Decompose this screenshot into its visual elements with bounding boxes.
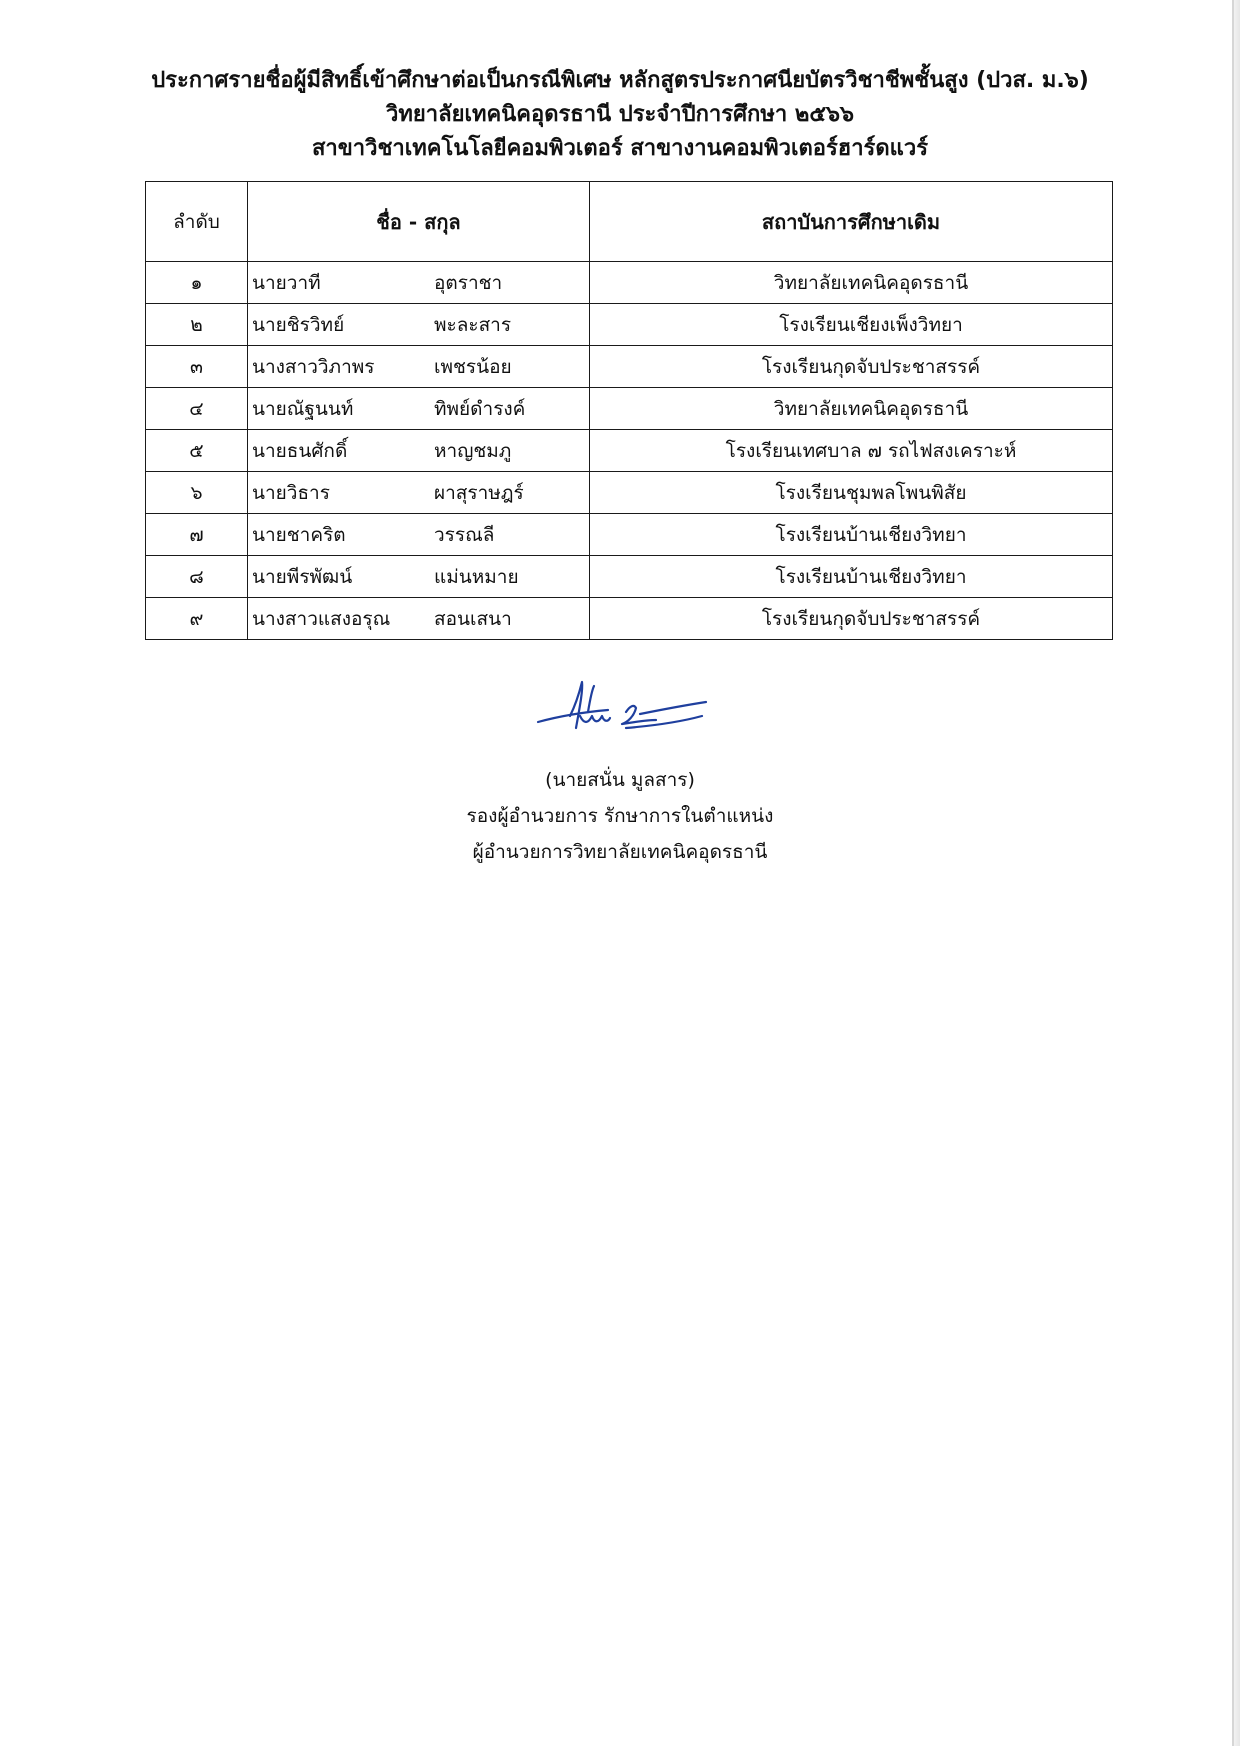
row-number: ๕ bbox=[146, 430, 248, 472]
row-number: ๖ bbox=[146, 472, 248, 514]
table-row bbox=[146, 556, 1113, 598]
row-number: ๔ bbox=[146, 388, 248, 430]
last-name: เพชรน้อย bbox=[434, 346, 590, 388]
first-name: นายณัฐนนท์ bbox=[248, 388, 435, 430]
last-name: ผาสุราษฎร์ bbox=[434, 472, 590, 514]
signatory-position-2: ผู้อำนวยการวิทยาลัยเทคนิคอุดรธานี bbox=[472, 841, 768, 863]
school-name: โรงเรียนชุมพลโพนพิสัย bbox=[590, 472, 1113, 514]
table-row bbox=[146, 430, 1113, 472]
scan-edge-line bbox=[1232, 0, 1234, 1746]
last-name: สอนเสนา bbox=[434, 598, 590, 640]
table-row bbox=[146, 346, 1113, 388]
header-school: สถาบันการศึกษาเดิม bbox=[590, 182, 1113, 262]
last-name: อุตราชา bbox=[434, 262, 590, 304]
first-name: นายพีรพัฒน์ bbox=[248, 556, 435, 598]
signatory-position-1: รองผู้อำนวยการ รักษาการในตำแหน่ง bbox=[466, 805, 774, 827]
school-name: โรงเรียนบ้านเชียงวิทยา bbox=[590, 514, 1113, 556]
announcement-title bbox=[0, 64, 1240, 166]
title-line-1: ประกาศรายชื่อผู้มีสิทธิ์เข้าศึกษาต่อเป็นกรณีพิเศษ หลักสูตรประกาศนียบัตรวิชาชีพชั้นสูง (ปวส. ม.๖) bbox=[151, 68, 1089, 93]
applicant-table bbox=[145, 181, 1113, 640]
first-name: นายชาคริต bbox=[248, 514, 435, 556]
table-header-row bbox=[146, 182, 1113, 262]
table-row bbox=[146, 514, 1113, 556]
last-name: แม่นหมาย bbox=[434, 556, 590, 598]
first-name: นายชิรวิทย์ bbox=[248, 304, 435, 346]
table-row bbox=[146, 262, 1113, 304]
last-name: วรรณลี bbox=[434, 514, 590, 556]
table-row bbox=[146, 598, 1113, 640]
row-number: ๗ bbox=[146, 514, 248, 556]
last-name: พะละสาร bbox=[434, 304, 590, 346]
first-name: นางสาวแสงอรุณ bbox=[248, 598, 435, 640]
signature-drawing bbox=[530, 676, 730, 746]
table-row bbox=[146, 388, 1113, 430]
table-row bbox=[146, 304, 1113, 346]
first-name: นายธนศักดิ์ bbox=[248, 430, 435, 472]
row-number: ๘ bbox=[146, 556, 248, 598]
header-no: ลำดับ bbox=[146, 182, 248, 262]
first-name: นางสาววิภาพร bbox=[248, 346, 435, 388]
school-name: วิทยาลัยเทคนิคอุดรธานี bbox=[590, 388, 1113, 430]
signatory-name: (นายสนั่น มูลสาร) bbox=[545, 769, 695, 791]
title-line-2: วิทยาลัยเทคนิคอุดรธานี ประจำปีการศึกษา ๒๕๖๖ bbox=[386, 102, 854, 127]
table-row bbox=[146, 472, 1113, 514]
handwritten-signature bbox=[530, 676, 730, 746]
first-name: นายวาที bbox=[248, 262, 435, 304]
header-name: ชื่อ - สกุล bbox=[248, 182, 590, 262]
row-number: ๙ bbox=[146, 598, 248, 640]
last-name: ทิพย์ดำรงค์ bbox=[434, 388, 590, 430]
first-name: นายวิธาร bbox=[248, 472, 435, 514]
scan-edge-shadow bbox=[1234, 0, 1240, 1746]
school-name: วิทยาลัยเทคนิคอุดรธานี bbox=[590, 262, 1113, 304]
school-name: โรงเรียนกุดจับประชาสรรค์ bbox=[590, 346, 1113, 388]
school-name: โรงเรียนเทศบาล ๗ รถไฟสงเคราะห์ bbox=[590, 430, 1113, 472]
school-name: โรงเรียนเชียงเพ็งวิทยา bbox=[590, 304, 1113, 346]
row-number: ๑ bbox=[146, 262, 248, 304]
row-number: ๒ bbox=[146, 304, 248, 346]
title-line-3: สาขาวิชาเทคโนโลยีคอมพิวเตอร์ สาขางานคอมพิวเตอร์ฮาร์ดแวร์ bbox=[311, 136, 929, 161]
row-number: ๓ bbox=[146, 346, 248, 388]
last-name: หาญชมภู bbox=[434, 430, 590, 472]
signatory-block bbox=[0, 762, 1240, 870]
school-name: โรงเรียนบ้านเชียงวิทยา bbox=[590, 556, 1113, 598]
school-name: โรงเรียนกุดจับประชาสรรค์ bbox=[590, 598, 1113, 640]
